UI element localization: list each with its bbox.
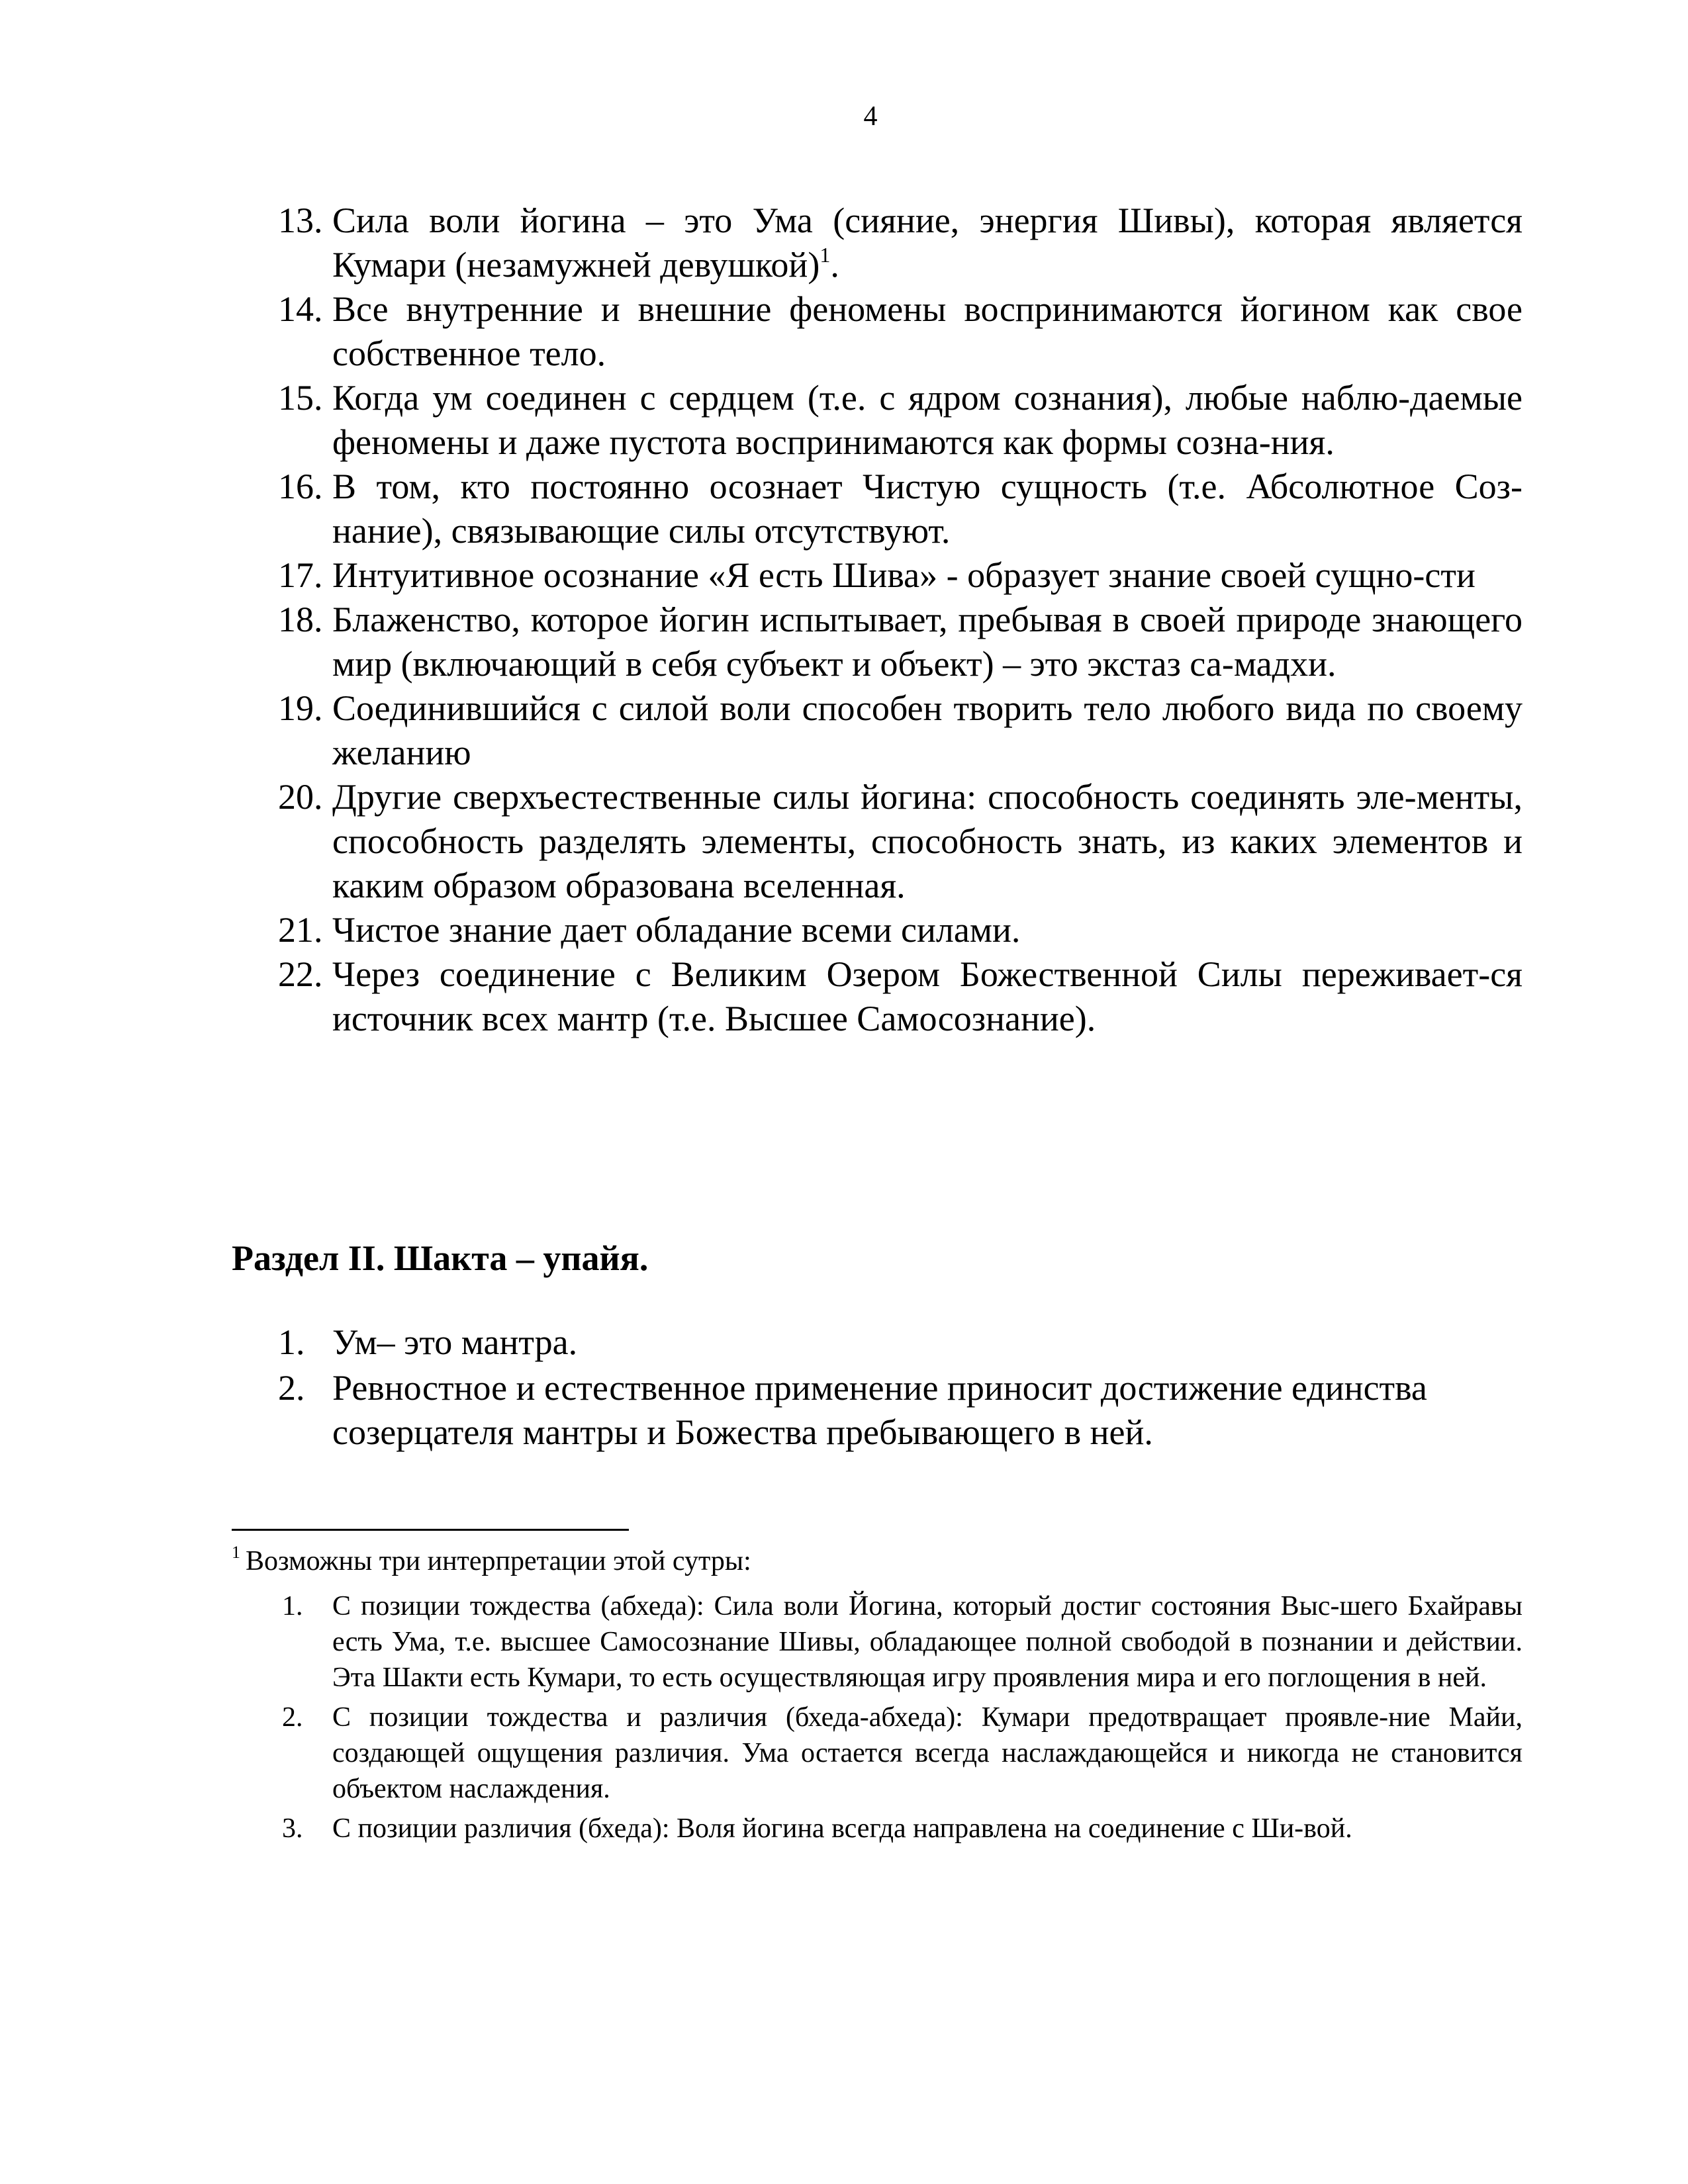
item-number: 1. [278, 1322, 305, 1362]
list-item [278, 908, 1523, 952]
item-number: 15. [278, 378, 323, 418]
item-number: 13. [278, 201, 323, 240]
page-number: 4 [863, 101, 878, 132]
item-text: С позиции различия (бхеда): Воля йогина всегда направлена на соединение с Ши-вой. [332, 1813, 1352, 1844]
item-text: Блаженство, которое йогин испытывает, пребывая в своей природе знающего мир (включающий в себя субъект и объект) – это экстаз са-мадхи. [332, 600, 1523, 684]
sutra-list [278, 199, 1523, 1041]
item-number: 3. [282, 1813, 303, 1844]
footnote-reference[interactable]: 1 [820, 243, 831, 267]
item-number: 17. [278, 555, 323, 595]
list-item [278, 598, 1523, 686]
item-text: Когда ум соединен с сердцем (т.е. с ядром сознания), любые наблю-даемые феномены и даже пустота воспринимаются как формы созна-ния. [332, 378, 1523, 462]
item-text: Соединившийся с силой воли способен творить тело любого вида по своему желанию [332, 688, 1523, 772]
item-number: 1. [282, 1591, 303, 1621]
list-item [278, 1588, 1523, 1696]
item-text: Все внутренние и внешние феномены воспринимаются йогином как свое собственное тело. [332, 289, 1523, 373]
list-item [278, 199, 1523, 287]
list-item [278, 465, 1523, 553]
list-item [278, 553, 1523, 598]
item-text: Ум– это мантра. [332, 1322, 578, 1362]
list-item [278, 1320, 1523, 1365]
footnote-separator [232, 1529, 629, 1531]
list-item [278, 1700, 1523, 1807]
item-text: С позиции тождества (абхеда): Сила воли Йогина, который достиг состояния Выс-шего Бхайравы есть Ума, т.е. высшее Самосознание Шивы, обладающее полной свободой в познании и действии. Эта Шакти есть Кумари, то есть осуществляющая игру проявления мира и его поглощения в ней. [332, 1591, 1523, 1693]
footnote-marker: 1 [232, 1543, 240, 1562]
item-text: Чистое знание дает обладание всеми силами. [332, 910, 1021, 950]
item-text: С позиции тождества и различия (бхеда-абхеда): Кумари предотвращает проявле-ние Майи, создающей ощущения различия. Ума остается всегда наслаждающейся и никогда не становится объектом наслаждения. [332, 1702, 1523, 1804]
item-text: Другие сверхъестественные силы йогина: способность соединять эле-менты, способность разделять элементы, способность знать, из каких элементов и каким образом образована вселенная. [332, 777, 1523, 905]
item-number: 16. [278, 467, 323, 506]
item-number: 20. [278, 777, 323, 817]
list-item [278, 287, 1523, 376]
list-item [278, 952, 1523, 1041]
item-text: Через соединение с Великим Озером Божественной Силы переживает-ся источник всех мантр (т.е. Высшее Самосознание). [332, 954, 1523, 1038]
footnote-intro: $^1$ Возможны три интерпретации этой сутры: [232, 1543, 751, 1576]
item-number: 22. [278, 954, 323, 994]
item-text: Интуитивное осознание «Я есть Шива» - образует знание своей сущно-сти [332, 555, 1476, 595]
list-item [278, 376, 1523, 465]
section-heading: Раздел II. Шакта – упайя. [232, 1238, 649, 1278]
item-number: 2. [278, 1368, 305, 1408]
section-list [278, 1320, 1523, 1456]
list-item [278, 1366, 1523, 1455]
list-item [278, 686, 1523, 775]
item-number: 14. [278, 289, 323, 329]
item-number: 21. [278, 910, 323, 950]
list-item [278, 1811, 1523, 1846]
list-item [278, 775, 1523, 908]
item-number: 2. [282, 1702, 303, 1733]
item-text: Сила воли йогина – это Ума (сияние, энергия Шивы), которая является Кумари (незамужней девушкой)$^1$. [332, 201, 1523, 285]
item-number: 19. [278, 688, 323, 728]
item-text: Ревностное и естественное применение приносит достижение единства созерцателя мантры и Божества пребывающего в ней. [332, 1368, 1427, 1452]
item-text: В том, кто постоянно осознает Чистую сущность (т.е. Абсолютное Соз-нание), связывающие силы отсутствуют. [332, 467, 1523, 551]
item-number: 18. [278, 600, 323, 639]
footnote-list [278, 1588, 1523, 1850]
